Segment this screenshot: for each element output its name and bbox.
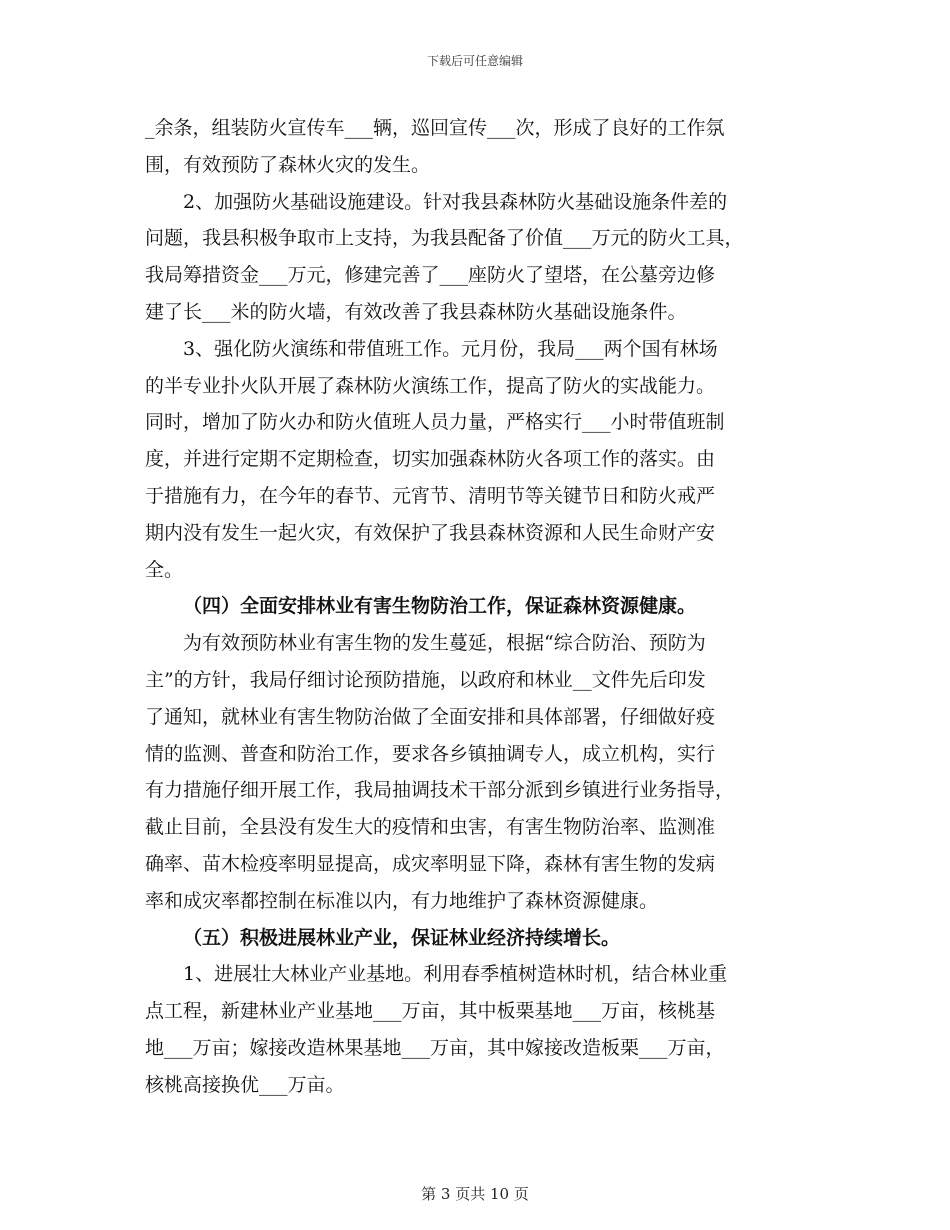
text-line: 确率、苗木检疫率明显提高，成灾率明显下降，森林有害生物的发病	[145, 852, 716, 875]
text-line: 同时，增加了防火办和防火值班人员力量，严格实行___小时带值班制	[145, 411, 725, 434]
text-line: 度，并进行定期不定期检查，切实加强森林防火各项工作的落实。由	[145, 448, 716, 471]
text-line: 了通知，就林业有害生物防治做了全面安排和具体部署，仔细做好疫	[145, 705, 716, 728]
page-header: 下载后可任意编辑	[426, 54, 523, 68]
text-line: 核桃高接换优___万亩。	[145, 1073, 345, 1096]
text-line: 于措施有力，在今年的春节、元宵节、清明节等关键节日和防火戒严	[145, 484, 716, 507]
page-footer: 第 3 页共 10 页	[421, 1185, 529, 1203]
text-line: 围，有效预防了森林火灾的发生。	[145, 153, 431, 176]
text-line: 情的监测、普查和防治工作，要求各乡镇抽调专人，成立机构，实行	[145, 742, 716, 765]
text-line: 点工程，新建林业产业基地___万亩，其中板栗基地___万亩，核桃基	[145, 1000, 716, 1023]
text-line: _余条，组装防火宣传车___辆，巡回宣传___次，形成了良好的工作氛	[145, 117, 725, 139]
section-heading: （五）积极进展林业产业，保证林业经济持续增长。	[183, 926, 621, 949]
text-line: 截止目前，全县没有发生大的疫情和虫害，有害生物防治率、监测准	[145, 816, 716, 839]
document-body	[145, 110, 810, 1104]
text-line: 的半专业扑火队开展了森林防火演练工作，提高了防火的实战能力。	[145, 374, 716, 397]
text-line: 我局筹措资金___万元，修建完善了___座防火了望塔，在公墓旁边修	[145, 264, 716, 287]
text-line: 建了长___米的防火墙，有效改善了我县森林防火基础设施条件。	[145, 300, 687, 323]
text-line: 1、进展壮大林业产业基地。利用春季植树造林时机，结合林业重	[183, 963, 728, 986]
text-line: 2、加强防火基础设施建设。针对我县森林防火基础设施条件差的	[183, 190, 728, 213]
text-line: 全。	[145, 558, 184, 581]
text-line: 3、强化防火演练和带值班工作。元月份，我局___两个国有林场	[183, 337, 718, 360]
text-line: 地___万亩；嫁接改造林果基地___万亩，其中嫁接改造板栗___万亩，	[145, 1036, 725, 1059]
text-line: 问题，我县积极争取市上支持，为我县配备了价值___万元的防火工具，	[145, 227, 744, 250]
text-line: 率和成灾率都控制在标准以内，有力地维护了森林资源健康。	[145, 889, 659, 912]
text-line: 为有效预防林业有害生物的发生蔓延，根据“综合防治、预防为	[183, 632, 706, 655]
text-line: 有力措施仔细开展工作，我局抽调技术干部分派到乡镇进行业务指导，	[145, 779, 735, 802]
text-line: 主”的方针，我局仔细讨论预防措施，以政府和林业__文件先后印发	[145, 668, 706, 691]
text-line: 期内没有发生一起火灾，有效保护了我县森林资源和人民生命财产安	[145, 521, 716, 544]
section-heading: （四）全面安排林业有害生物防治工作，保证森林资源健康。	[183, 595, 697, 618]
